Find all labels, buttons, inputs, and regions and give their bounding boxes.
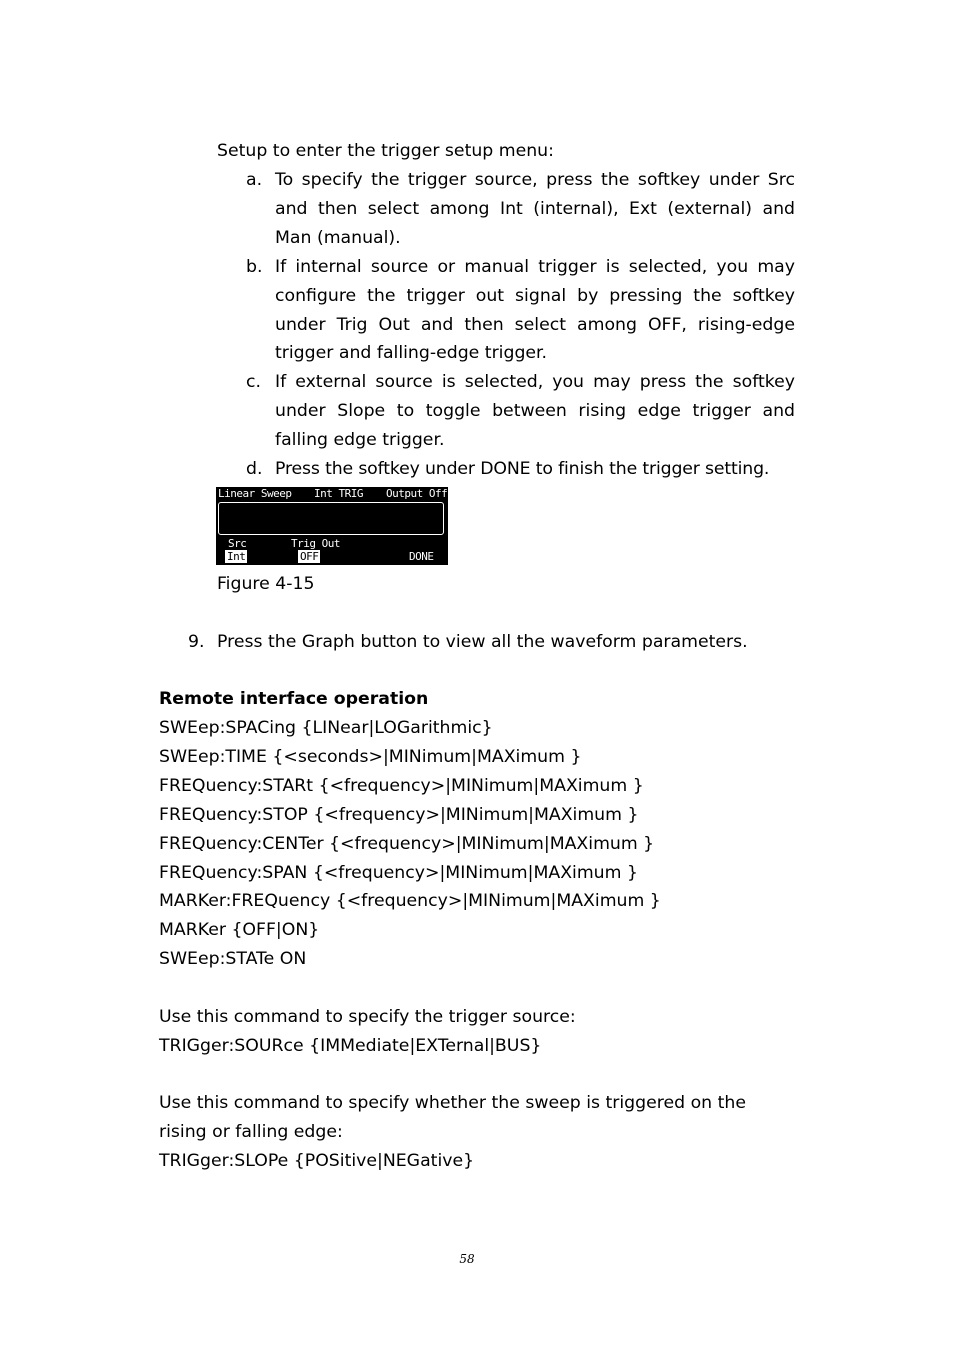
page-number: 58 bbox=[459, 1252, 475, 1266]
command-line: SWEep:SPACing {LINear|LOGarithmic} bbox=[159, 718, 493, 738]
source-command: TRIGger:SOURce {IMMediate|EXTernal|BUS} bbox=[159, 1036, 542, 1056]
softkey-src-label: Src bbox=[228, 537, 247, 550]
softkey-trigout-value: OFF bbox=[300, 550, 319, 563]
list-item-text: Press the softkey under DONE to finish the trigger setting. bbox=[275, 459, 770, 479]
softkey-src-value: Int bbox=[227, 550, 246, 563]
list-item-text: If external source is selected, you may press the softkey under Slope to toggle between rising edge trigger and falling edge trigger. bbox=[275, 372, 795, 450]
list-item-text: If internal source or manual trigger is selected, you may configure the trigger out signal by pressing the softkey under Trig Out and then select among OFF, rising-edge trigger and falling-edge trigger. bbox=[275, 257, 795, 364]
slope-paragraph: Use this command to specify whether the sweep is triggered on the rising or falling edge: bbox=[159, 1093, 746, 1142]
command-line: SWEep:TIME {<seconds>|MINimum|MAXimum } bbox=[159, 747, 582, 767]
section-heading: Remote interface operation bbox=[159, 689, 429, 709]
lcd-status-output: Output Off bbox=[386, 487, 448, 500]
command-line: FREQuency:SPAN {<frequency>|MINimum|MAXimum } bbox=[159, 863, 638, 883]
slope-command: TRIGger:SLOPe {POSitive|NEGative} bbox=[159, 1151, 475, 1171]
command-line: SWEep:STATe ON bbox=[159, 949, 307, 969]
source-paragraph: Use this command to specify the trigger source: bbox=[159, 1007, 576, 1027]
softkey-trigout-label: Trig Out bbox=[291, 537, 340, 550]
command-line: FREQuency:CENTer {<frequency>|MINimum|MAXimum } bbox=[159, 834, 655, 854]
softkey-done-label: DONE bbox=[409, 550, 434, 563]
list-marker: d. bbox=[246, 459, 263, 479]
lcd-display-area bbox=[218, 502, 444, 535]
lcd-status-mode: Linear Sweep bbox=[218, 487, 292, 500]
command-line: MARKer:FREQuency {<frequency>|MINimum|MAXimum } bbox=[159, 891, 661, 911]
list-marker: a. bbox=[246, 170, 263, 190]
list-marker: b. bbox=[246, 257, 263, 277]
intro-text: Setup to enter the trigger setup menu: bbox=[217, 141, 554, 161]
command-line: FREQuency:STARt {<frequency>|MINimum|MAXimum } bbox=[159, 776, 644, 796]
command-line: MARKer {OFF|ON} bbox=[159, 920, 320, 940]
lcd-screenshot bbox=[216, 487, 448, 565]
step-number: 9. bbox=[188, 632, 205, 652]
figure-caption: Figure 4-15 bbox=[217, 574, 315, 594]
list-item-text: To specify the trigger source, press the softkey under Src and then select among Int (internal), Ext (external) and Man (manual). bbox=[275, 170, 795, 248]
command-line: FREQuency:STOP {<frequency>|MINimum|MAXimum } bbox=[159, 805, 639, 825]
step-text: Press the Graph button to view all the waveform parameters. bbox=[217, 632, 748, 652]
list-marker: c. bbox=[246, 372, 261, 392]
lcd-status-trigger: Int TRIG bbox=[314, 487, 363, 500]
